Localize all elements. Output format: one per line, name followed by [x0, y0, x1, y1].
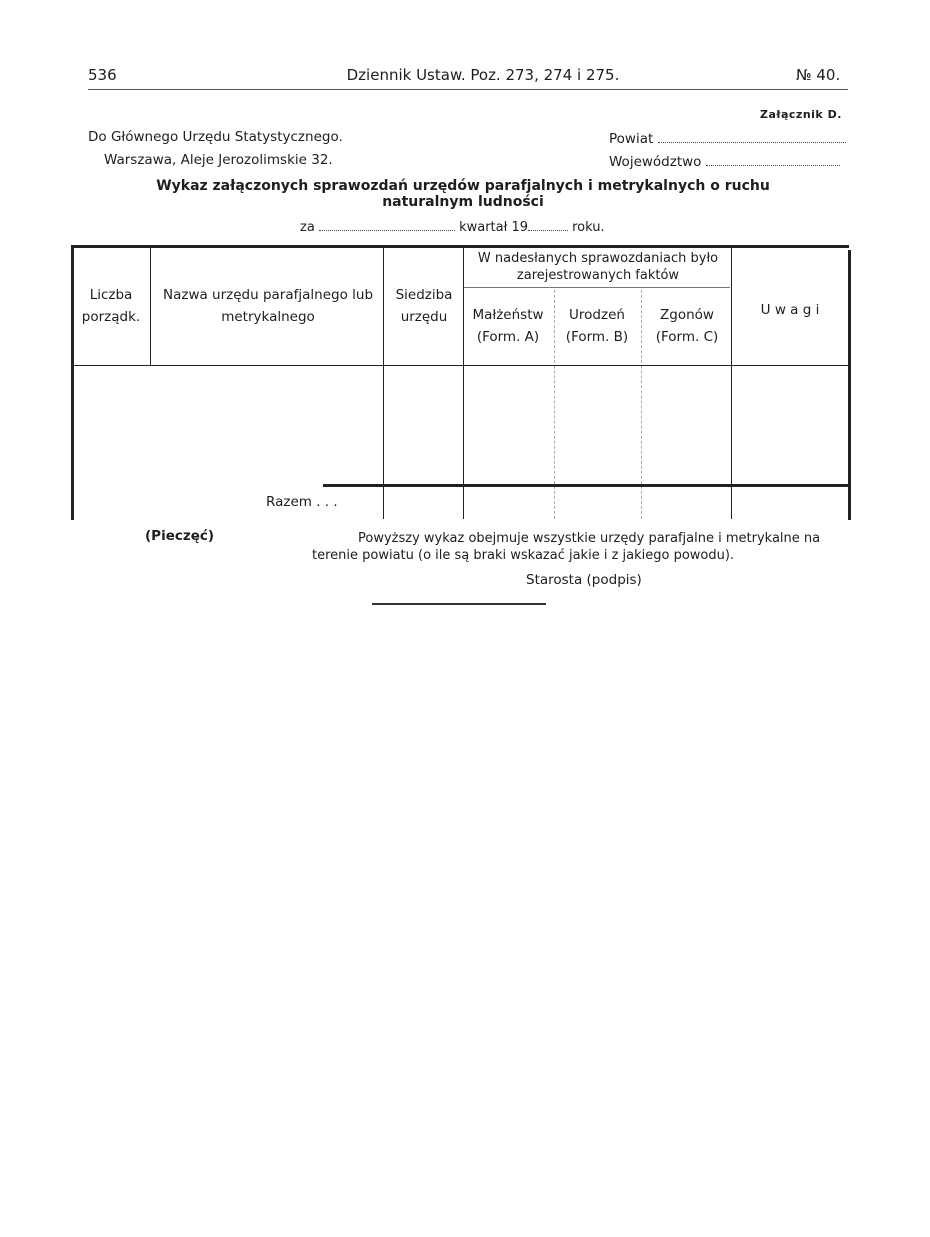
col-divider-1	[150, 248, 151, 365]
period-prefix: za	[300, 220, 315, 235]
document-title: Wykaz załączonych sprawozdań urzędów parafjalnych i metrykalnych o ruchu naturalnym ludności	[156, 178, 770, 210]
col-header-marriages: Małżeństw (Form. A)	[472, 307, 544, 345]
col-divider-6	[731, 248, 732, 519]
header-bottom-rule	[72, 365, 848, 366]
voivodeship-field	[609, 154, 840, 170]
table-right-rule	[848, 250, 851, 520]
col-header-name: Nazwa urzędu parafjalnego lub metrykalnego	[162, 287, 374, 325]
journal-title: Dziennik Ustaw. Poz. 273, 274 i 275.	[346, 66, 620, 84]
period-quarter: kwartał 19	[459, 220, 528, 235]
voivodeship-label: Województwo	[609, 154, 702, 170]
header-rule	[88, 89, 848, 90]
page-number: 536	[88, 66, 117, 84]
col-header-births: Urodzeń (Form. B)	[565, 307, 629, 345]
col-header-number: Liczba porządk.	[81, 287, 141, 325]
closing-rule	[372, 603, 546, 605]
period-line	[300, 220, 605, 235]
period-year-suffix: roku.	[572, 220, 605, 235]
annex-label: Załącznik D.	[760, 108, 842, 121]
group-header-rule	[464, 287, 730, 288]
col-header-deaths: Zgonów (Form. C)	[655, 307, 719, 345]
recipient-line-2: Warszawa, Aleje Jerozolimskie 32.	[104, 152, 333, 168]
total-row-label: Razem . . .	[266, 494, 338, 510]
voivodeship-blank	[706, 155, 840, 166]
col-divider-3	[463, 248, 464, 519]
recipient-line-1: Do Głównego Urzędu Statystycznego.	[88, 129, 343, 145]
col-divider-2	[383, 248, 384, 519]
col-header-remarks: U w a g i	[760, 302, 820, 318]
col-header-seat: Siedziba urzędu	[395, 287, 453, 325]
district-label: Powiat	[609, 131, 654, 147]
total-row-rule	[323, 484, 849, 487]
table-top-rule	[71, 245, 849, 248]
seal-label: (Pieczęć)	[145, 528, 215, 544]
district-field	[609, 131, 846, 147]
group-header: W nadesłanych sprawozdaniach było zarejestrowanych faktów	[477, 251, 719, 283]
quarter-blank	[319, 220, 455, 231]
footer-note: Powyższy wykaz obejmuje wszystkie urzędy parafjalne i metrykalne na terenie powiatu (o ile są braki wskazać jakie i z jakiego powodu).	[312, 531, 821, 563]
issue-number: № 40.	[796, 66, 841, 84]
district-blank	[658, 132, 846, 143]
year-blank	[528, 220, 568, 231]
signature-label: Starosta (podpis)	[526, 572, 642, 588]
